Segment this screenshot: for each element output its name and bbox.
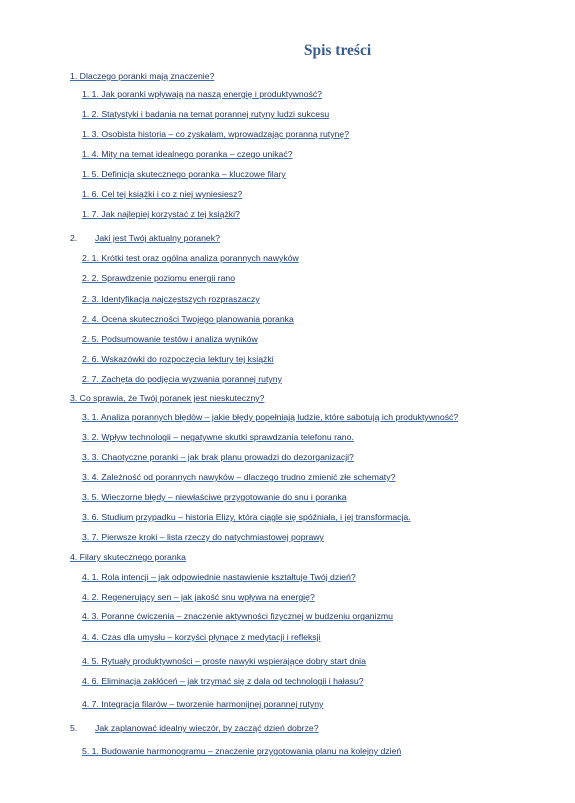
toc-entry-number: 4. 1.	[82, 572, 99, 582]
toc-entry-text: Ocena skuteczności Twojego planowania poranka	[98, 314, 294, 324]
toc-section-link[interactable]	[82, 592, 315, 602]
toc-section-link[interactable]	[82, 89, 322, 99]
toc-entry-number: 3. 2.	[82, 432, 99, 442]
toc-section-link[interactable]	[82, 109, 329, 119]
toc-section-link[interactable]	[82, 253, 299, 263]
toc-entry-text: Analiza porannych błędów – jakie błędy popełniają ludzie, które sabotują ich produktywność?	[98, 412, 459, 422]
toc-entry-text: Jak najlepiej korzystać z tej książki?	[98, 209, 240, 219]
toc-section-link[interactable]	[82, 129, 349, 139]
toc-section-link[interactable]	[82, 374, 282, 384]
toc-entry-number: 3. 5.	[82, 492, 99, 502]
toc-entry-number: 4. 3.	[82, 611, 99, 621]
toc-section-link[interactable]	[82, 149, 293, 159]
toc-entry-text: Studium przypadku – historia Elizy, która ciągle się spóźniała, i jej transformacja.	[98, 512, 411, 522]
toc-entry-number: 2.	[70, 233, 78, 243]
toc-section-link[interactable]	[82, 354, 274, 364]
toc-entry-number: 3. 4.	[82, 472, 99, 482]
toc-entry-text: Filary skutecznego poranka	[77, 552, 186, 562]
toc-entry-text: Integracja filarów – tworzenie harmonijnej porannej rutyny	[98, 699, 324, 709]
toc-entry-number: 5.	[70, 723, 78, 733]
toc-section-link[interactable]	[82, 412, 458, 422]
toc-entry-number: 5. 1.	[82, 746, 99, 756]
toc-entry-number: 1. 1.	[82, 89, 99, 99]
toc-entry-text: Co sprawia, że Twój poranek jest nieskuteczny?	[77, 393, 265, 403]
toc-section-link[interactable]	[82, 746, 401, 756]
toc-entry-text: Zależność od porannych nawyków – dlaczego trudno zmienić złe schematy?	[98, 472, 396, 482]
toc-section-link[interactable]	[82, 273, 235, 283]
toc-entry-text: Rola intencji – jak odpowiednie nastawienie kształtuje Twój dzień?	[98, 572, 356, 582]
toc-section-link[interactable]	[82, 334, 258, 344]
toc-section-link[interactable]	[82, 492, 347, 502]
toc-entry-text: Zachęta do podjęcia wyzwania porannej rutyny	[98, 374, 282, 384]
toc-section-link[interactable]	[82, 472, 395, 482]
toc-entry-text: Identyfikacja najczęstszych rozpraszaczy	[98, 294, 260, 304]
toc-entry-text: Sprawdzenie poziomu energii rano	[98, 273, 236, 283]
toc-entry-number: 2. 7.	[82, 374, 99, 384]
toc-chapter-link[interactable]	[70, 723, 319, 733]
toc-entry-text: Definicja skutecznego poranka – kluczowe filary	[98, 169, 286, 179]
toc-chapter-link[interactable]	[70, 71, 214, 81]
toc-entry-number: 2. 4.	[82, 314, 99, 324]
toc-entry-text: Wpływ technologii – negatywne skutki sprawdzania telefonu rano.	[98, 432, 354, 442]
toc-entry-number: 1. 4.	[82, 149, 99, 159]
toc-section-link[interactable]	[82, 656, 366, 666]
toc-section-link[interactable]	[82, 611, 393, 621]
toc-entry-text: Statystyki i badania na temat porannej rutyny ludzi sukcesu	[98, 109, 330, 119]
toc-entry-number: 4. 4.	[82, 632, 99, 642]
toc-section-link[interactable]	[82, 572, 356, 582]
toc-entry-text: Poranne ćwiczenia – znaczenie aktywności fizycznej w budzeniu organizmu	[98, 611, 393, 621]
toc-entry-text: Jaki jest Twój aktualny poranek?	[95, 233, 220, 243]
toc-entry-number: 1. 5.	[82, 169, 99, 179]
toc-entry-text: Mity na temat idealnego poranka – czego unikać?	[98, 149, 293, 159]
toc-chapter-link[interactable]	[70, 393, 264, 403]
toc-entry-number: 4. 5.	[82, 656, 99, 666]
toc-entry-number: 3. 3.	[82, 452, 99, 462]
toc-entry-number: 3.	[70, 393, 78, 403]
toc-entry-text: Osobista historia – co zyskałam, wprowadzając poranną rutynę?	[98, 129, 350, 139]
toc-entry-number: 1. 2.	[82, 109, 99, 119]
toc-entry-number: 2. 6.	[82, 354, 99, 364]
toc-entry-text: Jak poranki wpływają na naszą energię i produktywność?	[98, 89, 323, 99]
toc-section-link[interactable]	[82, 169, 286, 179]
toc-section-link[interactable]	[82, 452, 354, 462]
toc-entry-number: 4.	[70, 552, 78, 562]
toc-section-link[interactable]	[82, 294, 260, 304]
toc-section-link[interactable]	[82, 699, 323, 709]
toc-entry-number: 1. 6.	[82, 189, 99, 199]
toc-section-link[interactable]	[82, 512, 411, 522]
toc-entry-text: Krótki test oraz ogólna analiza porannych nawyków	[98, 253, 299, 263]
toc-section-link[interactable]	[82, 532, 324, 542]
toc-entry-number: 3. 6.	[82, 512, 99, 522]
toc-entry-text: Rytuały produktywności – proste nawyki wspierające dobry start dnia	[98, 656, 366, 666]
toc-entry-number: 1. 7.	[82, 209, 99, 219]
toc-entry-number: 2. 3.	[82, 294, 99, 304]
toc-section-link[interactable]	[82, 314, 294, 324]
toc-entry-text: Dlaczego poranki mają znaczenie?	[77, 71, 215, 81]
toc-entry-text: Wskazówki do rozpoczęcia lektury tej książki	[98, 354, 274, 364]
toc-entry-text: Pierwsze kroki – lista rzeczy do natychmiastowej poprawy	[98, 532, 324, 542]
toc-section-link[interactable]	[82, 676, 364, 686]
toc-entry-text: Czas dla umysłu – korzyści płynące z medytacji i refleksji	[98, 632, 321, 642]
toc-section-link[interactable]	[82, 209, 240, 219]
toc-entry-number: 4. 2.	[82, 592, 99, 602]
toc-section-link[interactable]	[82, 632, 321, 642]
toc-entry-number: 4. 7.	[82, 699, 99, 709]
toc-entry-number: 1.	[70, 71, 78, 81]
toc-entry-text: Chaotyczne poranki – jak brak planu prowadzi do dezorganizacji?	[98, 452, 354, 462]
toc-section-link[interactable]	[82, 189, 242, 199]
toc-entry-number: 4. 6.	[82, 676, 99, 686]
toc-chapter-link[interactable]	[70, 233, 220, 243]
toc-entry-text: Cel tej książki i co z niej wyniesiesz?	[98, 189, 243, 199]
toc-chapter-link[interactable]	[70, 552, 186, 562]
toc-entry-number: 3. 7.	[82, 532, 99, 542]
toc-title: Spis treści	[303, 42, 372, 59]
toc-entry-text: Jak zaplanować idealny wieczór, by zacząć dzień dobrze?	[95, 723, 319, 733]
toc-entry-text: Wieczorne błędy – niewłaściwe przygotowanie do snu i poranka	[98, 492, 347, 502]
toc-entry-number: 1. 3.	[82, 129, 99, 139]
toc-entry-number: 2. 2.	[82, 273, 99, 283]
toc-entry-text: Budowanie harmonogramu – znaczenie przygotowania planu na kolejny dzień	[98, 746, 402, 756]
toc-entry-number: 3. 1.	[82, 412, 99, 422]
toc-entry-text: Eliminacja zakłóceń – jak trzymać się z dala od technologii i hałasu?	[98, 676, 364, 686]
toc-section-link[interactable]	[82, 432, 354, 442]
toc-entry-number: 2. 5.	[82, 334, 99, 344]
toc-entry-text: Regenerujący sen – jak jakość snu wpływa na energię?	[98, 592, 315, 602]
toc-entry-text: Podsumowanie testów i analiza wyników	[98, 334, 258, 344]
toc-entry-number: 2. 1.	[82, 253, 99, 263]
